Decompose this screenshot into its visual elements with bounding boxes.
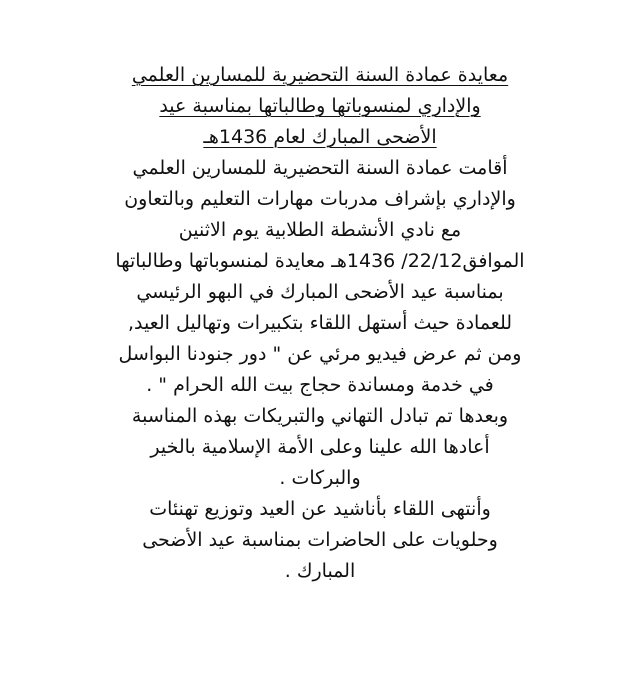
- title-line: معايدة عمادة السنة التحضيرية للمسارين العلمي: [131, 64, 509, 86]
- title-line: والإداري لمنسوباتها وطالباتها بمناسبة عيد: [159, 95, 481, 117]
- article-content: [70, 60, 570, 587]
- body-line: ومن ثم عرض فيديو مرئي عن " دور جنودنا البواسل: [118, 343, 522, 365]
- article-title: [70, 60, 570, 153]
- body-line: وحلويات على الحاضرات بمناسبة عيد الأضحى: [142, 529, 498, 551]
- body-line: الموافق22/12/ 1436هـ معايدة لمنسوباتها وطالباتها: [115, 250, 525, 272]
- body-line: وبعدها تم تبادل التهاني والتبريكات بهذه المناسبة: [131, 405, 509, 427]
- title-line: الأضحى المبارك لعام 1436هـ: [203, 126, 437, 148]
- body-line: مع نادي الأنشطة الطلابية يوم الاثنين: [178, 219, 462, 241]
- body-line: والإداري بإشراف مدربات مهارات التعليم وبالتعاون: [124, 188, 516, 210]
- article-body: [70, 153, 570, 587]
- body-line: بمناسبة عيد الأضحى المبارك في البهو الرئيسي: [136, 281, 504, 303]
- body-line: أقامت عمادة السنة التحضيرية للمسارين العلمي: [132, 157, 508, 179]
- body-line: أعادها الله علينا وعلى الأمة الإسلامية بالخير: [150, 436, 490, 458]
- body-line: والبركات .: [279, 467, 361, 489]
- body-line: في خدمة ومساندة حجاج بيت الله الحرام " .: [146, 374, 494, 396]
- body-line: للعمادة حيث أستهل اللقاء بتكبيرات وتهاليل العيد,: [127, 312, 513, 334]
- body-line: وأنتهى اللقاء بأناشيد عن العيد وتوزيع تهنئات: [149, 498, 491, 520]
- body-line: المبارك .: [284, 560, 356, 582]
